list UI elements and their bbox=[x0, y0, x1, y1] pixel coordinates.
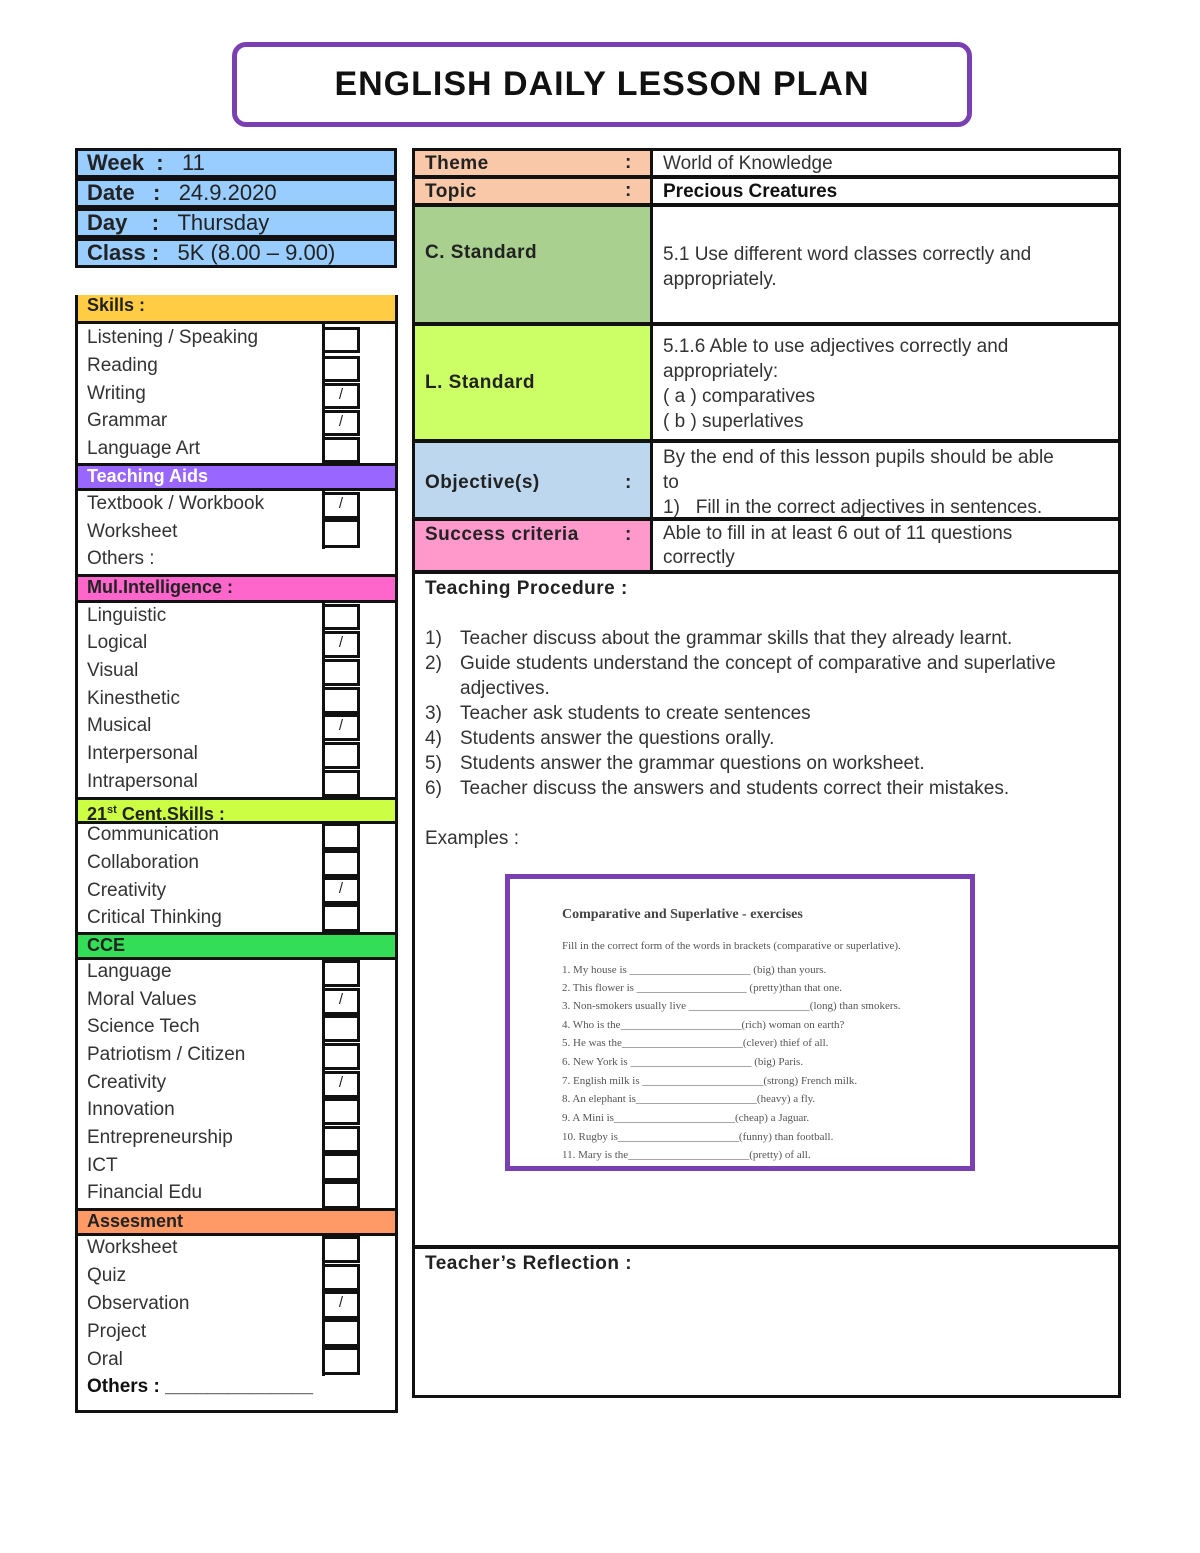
c21-critical-thinking: Critical Thinking bbox=[87, 907, 222, 928]
cce-innovation: Innovation bbox=[87, 1099, 175, 1120]
worksheet-title: Comparative and Superlative - exercises bbox=[562, 907, 803, 922]
objective-label-cell: Objective(s) : bbox=[412, 440, 653, 520]
worksheet-question: 8. An elephant is______________________(heavy) a fly. bbox=[562, 1093, 816, 1105]
worksheet-question: 2. This flower is ____________________ (pretty)than that one. bbox=[562, 982, 842, 994]
assess-oral: Oral bbox=[87, 1349, 123, 1370]
assess-observation: Observation bbox=[87, 1293, 190, 1314]
teaching-aids-header: Teaching Aids bbox=[78, 463, 395, 491]
success-cell bbox=[650, 518, 1121, 573]
assess-quiz: Quiz bbox=[87, 1265, 127, 1286]
c21-creativity-checkbox[interactable]: / bbox=[322, 877, 360, 904]
skill-listening-checkbox[interactable] bbox=[322, 327, 360, 353]
mi-logical-checkbox[interactable]: / bbox=[322, 631, 360, 658]
class-label: Class : bbox=[87, 240, 160, 265]
success-label-cell: Success criteria : bbox=[412, 518, 653, 573]
worksheet-question: 4. Who is the______________________(rich) woman on earth? bbox=[562, 1019, 845, 1031]
mi-kinesthetic: Kinesthetic bbox=[87, 688, 180, 709]
skill-writing-checkbox[interactable]: / bbox=[322, 383, 360, 409]
topic-value: Precious Creatures bbox=[650, 176, 1121, 206]
example-worksheet bbox=[505, 874, 975, 1171]
theme-label: Theme bbox=[425, 153, 489, 174]
cstandard-label-cell bbox=[412, 204, 653, 325]
c21-communication: Communication bbox=[87, 824, 219, 845]
assess-oral-checkbox[interactable] bbox=[322, 1347, 360, 1375]
mi-kinesthetic-checkbox[interactable] bbox=[322, 687, 360, 714]
procedure-step: 2) Guide students understand the concept of comparative and superlative adjectives. bbox=[425, 653, 1056, 699]
date-value: 24.9.2020 bbox=[178, 180, 277, 205]
objective-line: By the end of this lesson pupils should be able bbox=[663, 447, 1054, 468]
mi-linguistic: Linguistic bbox=[87, 605, 167, 626]
objective-cell bbox=[650, 440, 1121, 520]
cce-language-checkbox[interactable] bbox=[322, 960, 360, 987]
procedure-step: 1) Teacher discuss about the grammar skills that they already learnt. bbox=[425, 628, 1013, 649]
c21-collaboration: Collaboration bbox=[87, 852, 199, 873]
day-value: Thursday bbox=[177, 210, 270, 235]
cce-language: Language bbox=[87, 961, 172, 982]
lstandard-line: ( a ) comparatives bbox=[663, 386, 816, 407]
reflection-header: Teacher’s Reflection : bbox=[425, 1253, 633, 1274]
cce-science-tech: Science Tech bbox=[87, 1016, 200, 1037]
worksheet-question: 10. Rugby is______________________(funny) than football. bbox=[562, 1131, 834, 1143]
week-label: Week bbox=[87, 150, 145, 175]
skill-language-art: Language Art bbox=[87, 438, 201, 459]
success-label: Success criteria bbox=[425, 524, 579, 545]
cce-financial-edu-checkbox[interactable] bbox=[322, 1181, 360, 1209]
cce-ict-checkbox[interactable] bbox=[322, 1153, 360, 1181]
mi-linguistic-checkbox[interactable] bbox=[322, 604, 360, 630]
procedure-step: 4) Students answer the questions orally. bbox=[425, 728, 775, 749]
lstandard-line: appropriately: bbox=[663, 361, 779, 382]
cce-patriotism: Patriotism / Citizen bbox=[87, 1044, 246, 1065]
lstandard-line: 5.1.6 Able to use adjectives correctly and bbox=[663, 336, 1009, 357]
mi-interpersonal: Interpersonal bbox=[87, 743, 198, 764]
assess-quiz-checkbox[interactable] bbox=[322, 1264, 360, 1291]
assess-worksheet: Worksheet bbox=[87, 1237, 178, 1258]
worksheet-question: 11. Mary is the______________________(pretty) of all. bbox=[562, 1149, 811, 1161]
mi-header: Mul.Intelligence : bbox=[78, 574, 395, 603]
date-row: Date : 24.9.2020 bbox=[75, 178, 397, 208]
class-value: 5K (8.00 – 9.00) bbox=[177, 240, 336, 265]
reflection-box[interactable] bbox=[412, 1246, 1121, 1398]
assess-worksheet-checkbox[interactable] bbox=[322, 1236, 360, 1263]
c21-collaboration-checkbox[interactable] bbox=[322, 850, 360, 877]
day-row: Day : Thursday bbox=[75, 208, 397, 238]
worksheet-question: 9. A Mini is______________________(cheap) a Jaguar. bbox=[562, 1112, 810, 1124]
procedure-step: 3) Teacher ask students to create sentences bbox=[425, 703, 811, 724]
mi-intrapersonal: Intrapersonal bbox=[87, 771, 198, 792]
cstandard-value: 5.1 Use different word classes correctly and appropriately. bbox=[663, 244, 1032, 290]
aid-others: Others : bbox=[87, 548, 155, 569]
skills-header: Skills : bbox=[78, 295, 395, 324]
skill-writing: Writing bbox=[87, 383, 146, 404]
c21-critical-thinking-checkbox[interactable] bbox=[322, 904, 360, 932]
topic-label-cell: Topic : bbox=[412, 176, 653, 206]
cce-moral-values-checkbox[interactable]: / bbox=[322, 988, 360, 1015]
theme-value: World of Knowledge bbox=[650, 148, 1121, 178]
cce-entrepreneurship-checkbox[interactable] bbox=[322, 1126, 360, 1153]
cce-creativity-checkbox[interactable]: / bbox=[322, 1071, 360, 1098]
examples-label: Examples : bbox=[425, 828, 519, 849]
worksheet-question: 1. My house is ______________________ (big) than yours. bbox=[562, 964, 827, 976]
mi-intrapersonal-checkbox[interactable] bbox=[322, 770, 360, 797]
skill-grammar: Grammar bbox=[87, 410, 168, 431]
mi-musical-checkbox[interactable]: / bbox=[322, 714, 360, 741]
cce-ict: ICT bbox=[87, 1155, 118, 1176]
assessment-header: Assesment bbox=[78, 1208, 395, 1236]
worksheet-question: 6. New York is ______________________ (big) Paris. bbox=[562, 1056, 804, 1068]
aid-textbook: Textbook / Workbook bbox=[87, 493, 265, 514]
success-line: correctly bbox=[663, 547, 735, 568]
mi-visual: Visual bbox=[87, 660, 139, 681]
lstandard-label-cell bbox=[412, 323, 653, 442]
assess-project: Project bbox=[87, 1321, 147, 1342]
skill-language-art-checkbox[interactable] bbox=[322, 437, 360, 463]
lstandard-cell bbox=[650, 323, 1121, 442]
lstandard-label: L. Standard bbox=[425, 372, 536, 393]
success-line: Able to fill in at least 6 out of 11 questions bbox=[663, 523, 1013, 544]
skill-reading-checkbox[interactable] bbox=[322, 356, 360, 382]
c21-header: 21st Cent.Skills : bbox=[78, 797, 395, 824]
objective-line: 1) Fill in the correct adjectives in sentences. bbox=[663, 497, 1043, 518]
mi-visual-checkbox[interactable] bbox=[322, 659, 360, 686]
aid-worksheet: Worksheet bbox=[87, 521, 178, 542]
skill-reading: Reading bbox=[87, 355, 158, 376]
page-title: ENGLISH DAILY LESSON PLAN bbox=[232, 42, 972, 127]
cce-header: CCE bbox=[78, 932, 395, 960]
cce-entrepreneurship: Entrepreneurship bbox=[87, 1127, 233, 1148]
cstandard-label: C. Standard bbox=[425, 242, 538, 263]
procedure-header: Teaching Procedure : bbox=[425, 578, 628, 599]
c21-communication-checkbox[interactable] bbox=[322, 823, 360, 850]
mi-interpersonal-checkbox[interactable] bbox=[322, 742, 360, 769]
cce-patriotism-checkbox[interactable] bbox=[322, 1043, 360, 1070]
mi-logical: Logical bbox=[87, 632, 148, 653]
cstandard-cell bbox=[650, 204, 1121, 325]
worksheet-question: 5. He was the______________________(clever) thief of all. bbox=[562, 1037, 829, 1049]
mi-musical: Musical bbox=[87, 715, 152, 736]
cce-science-tech-checkbox[interactable] bbox=[322, 1015, 360, 1042]
worksheet-question: 3. Non-smokers usually live ______________________(long) than smokers. bbox=[562, 1000, 901, 1012]
c21-creativity: Creativity bbox=[87, 880, 167, 901]
procedure-step: 6) Teacher discuss the answers and students correct their mistakes. bbox=[425, 778, 1010, 799]
skill-grammar-checkbox[interactable]: / bbox=[322, 410, 360, 436]
day-label: Day bbox=[87, 210, 128, 235]
worksheet-question: 7. English milk is ______________________(strong) French milk. bbox=[562, 1075, 858, 1087]
theme-label-cell: Theme : bbox=[412, 148, 653, 178]
date-label: Date bbox=[87, 180, 135, 205]
week-value: 11 bbox=[181, 150, 205, 175]
week-row: Week : 11 bbox=[75, 148, 397, 178]
assess-observation-checkbox[interactable]: / bbox=[322, 1291, 360, 1319]
objective-line: to bbox=[663, 472, 679, 493]
left-panel bbox=[75, 295, 398, 1413]
objective-label: Objective(s) bbox=[425, 472, 540, 493]
assess-project-checkbox[interactable] bbox=[322, 1319, 360, 1347]
procedure-step: 5) Students answer the grammar questions on worksheet. bbox=[425, 753, 925, 774]
aid-textbook-checkbox[interactable]: / bbox=[322, 492, 360, 519]
lstandard-line: ( b ) superlatives bbox=[663, 411, 804, 432]
assess-others: Others : ______________ bbox=[87, 1376, 314, 1397]
cce-financial-edu: Financial Edu bbox=[87, 1182, 203, 1203]
class-row bbox=[75, 238, 397, 268]
cce-moral-values: Moral Values bbox=[87, 989, 197, 1010]
cce-innovation-checkbox[interactable] bbox=[322, 1098, 360, 1125]
cce-creativity: Creativity bbox=[87, 1072, 167, 1093]
worksheet-instruction: Fill in the correct form of the words in brackets (comparative or superlative). bbox=[562, 940, 901, 952]
aid-worksheet-checkbox[interactable] bbox=[322, 519, 360, 548]
skill-listening: Listening / Speaking bbox=[87, 327, 259, 348]
topic-label: Topic bbox=[425, 181, 477, 202]
